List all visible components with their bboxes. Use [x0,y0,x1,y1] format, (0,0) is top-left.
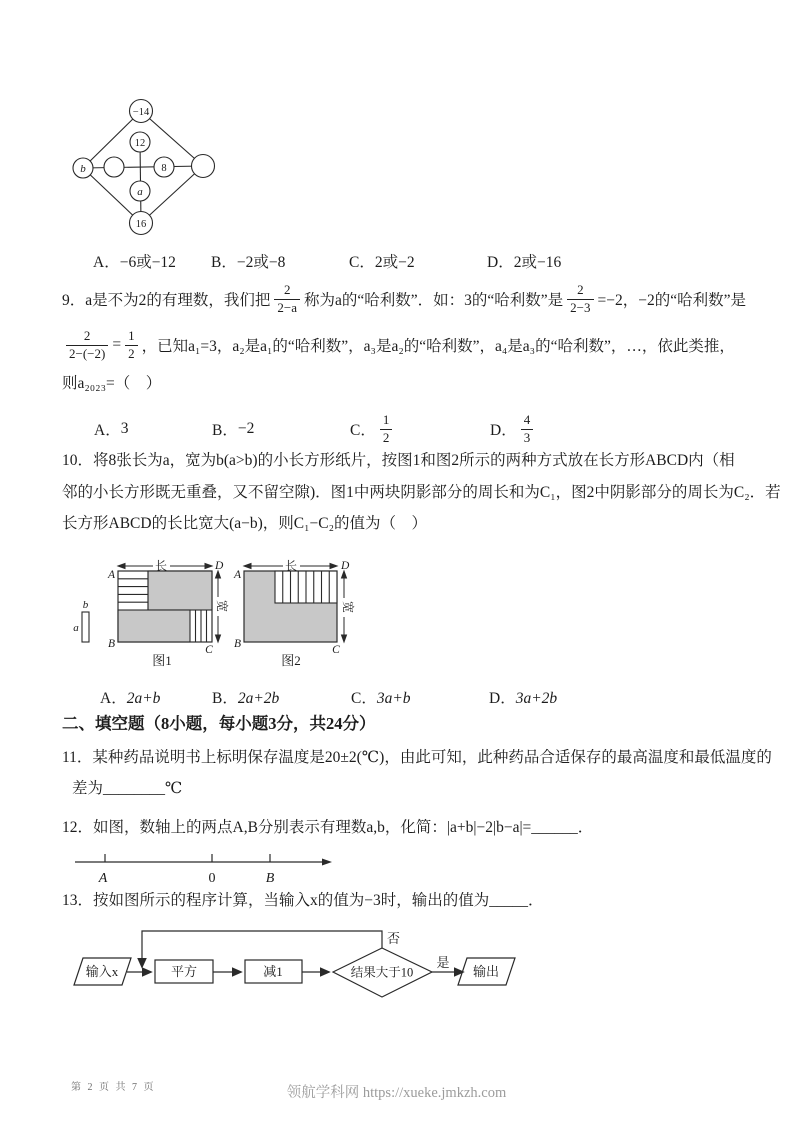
fig2-corner-a: A [233,569,241,581]
fig2-corner-b: B [233,638,241,650]
q10-choice-c: C．3a+b [351,690,411,707]
diagram-value-top: −14 [132,107,150,118]
flow-no-label: 否 [387,931,401,946]
fraction: $\frac{2}{2-3}$ [567,282,593,316]
q12-number-line [68,848,340,888]
fraction: $\frac{4}{3}$ [521,412,534,446]
section2-title: 二、填空题（8小题，每小题3分，共24分） [62,714,376,733]
fraction: $\frac{2}{2-(-2)}$ [66,328,108,362]
q13-text: 13．按如图所示的程序计算，当输入x的值为−3时，输出的值为_____． [62,892,544,909]
footer-watermark: 领航学科网 https://xueke.jmkzh.com [286,1085,507,1101]
diagram-value-mid-right: 8 [161,163,167,174]
q8-choice-a: A．−6或−12 [93,254,176,271]
fig2-width-label: 宽 [341,600,355,614]
flow-output-node: 输出 [472,964,500,979]
q8-diamond-diagram [58,95,220,240]
q9-choice-d: D． $\frac{4}{3}$ [490,408,537,450]
diagram-value-bottom: 16 [135,219,147,230]
fraction: $\frac{2}{2-a}$ [274,282,300,316]
fig1-caption: 图1 [152,653,172,668]
q10-choices-row [0,686,793,706]
fig1-corner-d: D [215,560,224,572]
fig1-corner-a: A [107,569,115,581]
q10-choice-b: B．2a+2b [212,690,280,707]
fraction: $\frac{1}{2}$ [125,328,138,362]
q9-choice-b: B． −2 [212,420,255,439]
q11-line1: 11．某种药品说明书上标明保存温度是20±2(℃)，由此可知，此种药品合适保存的最高温度和最低温度的 [62,749,772,766]
diagram-value-left: b [80,163,86,175]
q9-choice-a: A． 3 [94,420,129,439]
fig1-small-b-label: b [82,599,89,611]
axis-label-a: A [98,871,108,886]
q9-line3: 则a₂₀₂₃=（ ） [62,375,162,392]
fig2-caption: 图2 [281,653,301,668]
axis-label-zero: 0 [208,871,216,886]
q9-line1: 9．a是不为2的有理数，我们把 $\frac{2}{2-a}$ 称为a的“哈利数”．如：3的“哈利数”是 $\frac{2}{2-3}$ =−2，−2的“哈利数”是 [62,282,746,315]
q9-line2: $\frac{2}{2-(-2)}$ = $\frac{1}{2}$ ，已知a₁=3，a₂是a₁的“哈利数”，a₃是a₂的“哈利数”，a₄是a₃的“哈利数”，…，依此类推， [62,324,735,366]
fig1-small-a-label: a [73,622,79,634]
axis-label-b: B [265,871,275,886]
q11-line2: 差为________℃ [72,780,183,797]
fig2-corner-c: C [332,644,340,656]
flow-condition-node: 结果大于10 [350,965,414,980]
q10-line1: 10．将8张长为a，宽为b(a>b)的小长方形纸片，按图1和图2所示的两种方式放在长方形ABCD内（相 [62,452,735,469]
fig1-corner-b: B [107,638,115,650]
q8-choices-row [0,250,793,270]
fig1-corner-c: C [205,644,213,656]
q13-flowchart [65,925,525,1005]
fig2-corner-d: D [341,560,350,572]
q8-choice-d: D．2或−16 [487,254,562,271]
q10-line3: 长方形ABCD的长比宽大(a−b)，则C₁−C₂的值为（ ） [62,515,427,532]
q10-choice-a: A．2a+b [100,690,161,707]
fig1-length-label: 长 [154,559,168,573]
flow-square-node: 平方 [170,964,198,979]
diagram-value-lower: a [137,186,143,198]
q12-text: 12．如图，数轴上的两点A,B分别表示有理数a,b，化简：|a+b|−2|b−a|=______． [62,819,594,836]
q8-choice-c: C．2或−2 [349,254,415,271]
flow-minus1-node: 减1 [263,964,283,979]
q10-figure2 [225,558,360,670]
q8-choice-b: B．−2或−8 [211,254,286,271]
footer-page-number: 第 2 页 共 7 页 [71,1082,156,1093]
q9-choice-c: C． $\frac{1}{2}$ [350,408,396,450]
diagram-value-upper: 12 [134,138,146,149]
q10-line2: 邻的小长方形既无重叠，又不留空隙)．图1中两块阴影部分的周长和为C₁，图2中阴影部分的周长为C₂．若 [62,484,781,501]
q10-choice-d: D．3a+2b [489,690,558,707]
fig2-length-label: 长 [284,559,298,573]
fig1-width-label: 宽 [215,599,229,613]
q9-choices-row [0,408,793,450]
flow-input-node: 输入x [85,964,119,979]
fraction: $\frac{1}{2}$ [380,412,393,446]
flow-yes-label: 是 [436,955,450,970]
q10-figure1 [60,558,230,670]
